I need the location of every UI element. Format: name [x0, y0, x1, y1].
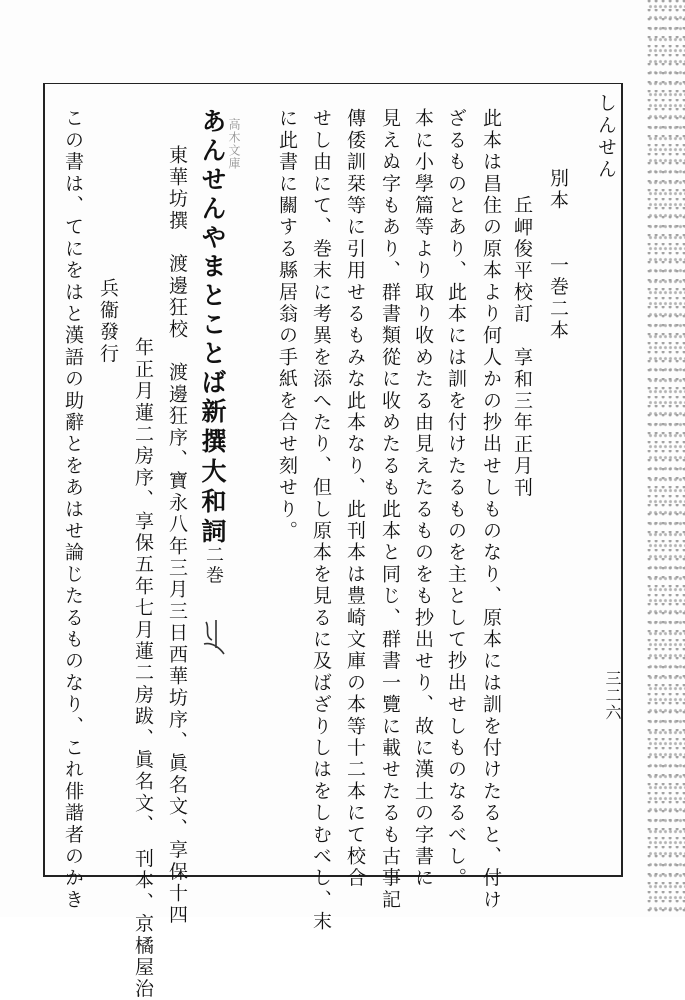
entry1-body-5: 傳倭訓栞等に引用せるもみな此本なり、此刊本は豊崎文庫の本等十二本にて校合 — [344, 108, 366, 890]
entry1-line1: 別本 一巻二本 — [547, 168, 569, 342]
entry1-body-3: 本に小學篇等より取り收めたる由見えたるものをも抄出せり、故に漢土の字書に — [412, 108, 434, 890]
scan-edge — [647, 0, 685, 917]
entry1-body-6: せし由にて、巻末に考異を添へたり、但し原本を見るに及ばざりしはをしむべし、末 — [310, 108, 332, 933]
library-stamp: 高木文庫 — [227, 118, 241, 170]
text-frame — [43, 83, 623, 877]
entry2-title: 新撰大和詞 — [198, 398, 227, 548]
entry1-body-1: 此本は昌住の原本より何人かの抄出せしものなり、原本には訓を付けたると、付け — [480, 108, 502, 911]
entry2-line2: 年正月蓮二房序、享保五年七月蓮二房跋、眞名文、 刊本、京橘屋治 — [132, 337, 154, 1000]
entry2-volumes: 二巻 — [203, 545, 224, 587]
entry1-body-2: ざるものとあり、此本には訓を付けたるものを主として抄出せしものなるべし。 — [445, 108, 467, 890]
entry2-line3: 兵衞發行 — [97, 278, 119, 365]
running-title: しんせん — [595, 93, 617, 181]
entry3-title: あんせんやまとことば — [198, 108, 227, 398]
entry1-body-4: 見えぬ字もあり、群書類從に收めたるも此本と同じ、群書一覽に載せたるも古事記 — [379, 108, 401, 911]
entry1-line2: 丘岬俊平校訂 享和三年正月刊 — [511, 195, 533, 499]
page-number: 三二六 — [603, 670, 622, 721]
entry1-body-7: に此書に關する縣居翁の手紙を合せ刻せり。 — [276, 108, 298, 542]
handwritten-mark — [200, 618, 228, 658]
entry2-line1: 東華坊撰 渡邊狂校 渡邊狂序、寶永八年三月三日西華坊序、眞名文、享保十四 — [166, 145, 188, 927]
entry3-line1: この書は、てにをはと漢語の助辭とをあはせ論じたるものなり、これ俳諧者のかき — [62, 108, 84, 911]
